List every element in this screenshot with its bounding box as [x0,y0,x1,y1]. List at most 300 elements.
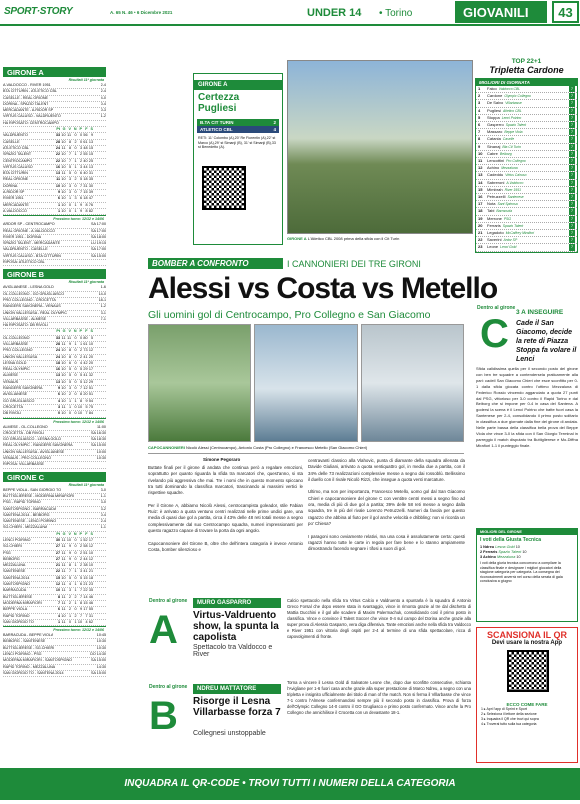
team-stat: 0 [68,208,71,213]
team-stat: 10 [61,202,66,207]
jury-player: Ndreu [483,545,496,549]
story-b-headline: Risorge il Lesna Villarbasse forza 7 [193,696,281,718]
team-stat: 10 [61,411,66,416]
player-name: Petruzzelli [487,194,506,200]
qr-step: 2 ▸ Seleziona il lettore della sezione [481,712,537,716]
team-stat: 6 [79,196,82,201]
team-stat: 11 [61,594,66,599]
player-team: Virtus Calruso [505,173,527,178]
match-box [193,73,283,245]
ranking-item [476,237,577,244]
team-name: VALDRUENTO [3,133,28,138]
team-stat: 61 [83,139,88,144]
result-match: SANTENESE - LENCI POIRINO [3,519,57,524]
team-stat: 0 [74,354,77,359]
player-name: Massaro [487,129,503,135]
team-stat: 21 [88,569,93,574]
player-team: Santenese [507,195,524,200]
team-stat: 20 [88,360,93,365]
team-stat: 11 [61,563,66,568]
girone-b-label: Dentro al girone [149,684,188,690]
team-points: 22 [55,569,60,574]
result-score: 0-4 [100,101,106,106]
player-vote: 7 [570,230,574,236]
issue-info: A. 65 N. 46 • 6 Dicembre 2021 [110,10,173,15]
team-stat: 0 [74,575,77,580]
result-score: 0-4 [100,512,106,517]
team-stat: 11 [61,341,66,346]
team-stat: 3 [79,569,82,574]
player-team: Beiborg [499,151,512,156]
team-stat: 3 [74,196,77,201]
player-team: PSG [503,216,512,221]
ranking-position: 1 [478,86,481,91]
team-stat: 10 [88,550,93,555]
team-stat: 20 [83,392,88,397]
team-stat: 12 [83,386,88,391]
team-stat: 9 [79,607,82,612]
jury-team: Mezzaluna [496,555,517,559]
team-stat: 5 [79,177,82,182]
standings-col-header: N [73,127,77,132]
team-points: 27 [55,556,60,561]
team-stat: 17 [83,607,88,612]
result-match: SG.CHIERI - MEZZALUNA [3,525,48,530]
team-stat: 9 [68,556,71,561]
player-name: Ferraris [487,222,501,228]
team-stat: 10 [61,183,66,188]
team-photo [287,60,473,234]
fixture-time: SA 17:00 [91,222,106,227]
result-match: VILLARBASSE - ALMESE [3,316,47,321]
jury-score: 10 [515,545,520,549]
team-stat: 11 [67,335,71,340]
fixture-row [3,260,106,266]
team-stat: 8 [68,563,71,568]
team-stat: 0 [74,360,77,365]
team-stat: 8 [68,348,71,353]
standings-col-header: N [73,531,77,536]
qr-step: 3 ▸ Inquadra il QR che trovi qui sopra [481,717,539,721]
jury-score: 10 [516,555,521,559]
team-stat: 23 [88,582,93,587]
team-stat: 0 [74,373,77,378]
team-stat: 1 [74,164,77,169]
city-label: • Torino [379,8,413,19]
team-stat: 3 [68,386,71,391]
team-stat: 10 [61,373,66,378]
ranking-position: 2 [478,93,481,99]
team-points: 6 [57,607,60,612]
standings-col-header: Pt [56,127,60,132]
team-stat: 2 [74,139,77,144]
player-team: Spazio Talent [505,123,527,128]
player-name: Legadoto [487,230,504,236]
fixture-time: 10:00 [96,449,106,454]
team-stat: 0 [74,183,77,188]
fixture-match: BARRACUDA - BEPPE VIOLA [3,633,54,638]
team-points: 27 [55,550,60,555]
player-vote: 7 [570,93,574,99]
match-box-tag: GIRONE A [194,80,282,90]
team-stat: 13 [88,164,93,169]
player-team: McCaffrey Mirafiori [505,231,535,236]
team-stat: 15 [88,145,93,150]
standings-col-header: Pt [56,531,60,536]
team-stat: 0 [68,619,71,624]
team-name: ALMESE [3,373,18,378]
team-stat: 8 [79,600,82,605]
player-name: Saverini [487,237,502,243]
ranking-box [475,78,578,253]
fixture-match: RIPOSA: VILLARBASSE [3,462,44,467]
jury-team: Spazio Talent [498,550,523,554]
team-stat: 41 [83,569,88,574]
jury-position: 3 [480,555,484,559]
standings-col-team [3,532,53,537]
girone-c-headline: Cade il San Giacomo, decide la rete di Piazza Stoppa fa volare il Lenci [516,320,577,363]
team-points: 13 [55,171,60,176]
team-stat: 0 [79,139,82,144]
standings-col-header: F [85,329,88,334]
team-stat: 0 [74,190,77,195]
fixture-match: CROCETTA - DB RIVOLI [3,430,45,435]
team-stat: 7 [79,386,82,391]
girone-c-block [3,472,106,678]
team-points: 22 [55,158,60,163]
girone-b-letter: B [149,694,178,738]
match-scorers: RETI: 11' Colombo (A),20' Re Fiorentin (A),22' st Marco (A),29' st Simanji (B), 31' st Simanji (B),33 st Benedetto (A). [198,136,276,149]
next-round-title: Prossimo turno: 12/12 e 14/06 [3,215,106,222]
player-vote: 7 [570,186,574,192]
fixture-match: VIRTUS CALUSO - BTA CITTURIN [3,253,61,258]
team-stat: 54 [88,398,93,403]
team-stat: 1 [68,404,71,409]
team-stat: 8 [68,354,71,359]
ranking-item [476,108,577,115]
team-name: LENCI POIRINO [3,538,31,542]
team-stat: 1 [74,582,77,587]
result-match: HA RIPOSATO: CENTROCAMPO [3,120,59,125]
result-match: SANTOSPIGNO - BARRACUDA [3,506,57,511]
player-name: Sinanaj [487,143,501,149]
team-name: GO GRUGLIASCO [3,398,35,403]
result-match: UNION VALLESUSA - REAL OLYMPIC [3,310,68,315]
team-stat: 5 [85,404,88,409]
team-stat: 0 [68,411,71,416]
ranking-position: 18 [478,208,483,214]
story-a-subheadline: Spettacolo tra Valdocco e River [193,644,273,658]
team-stat: 84 [88,411,93,416]
team-stat: 51 [88,392,93,397]
team-stat: 3 [79,164,82,169]
team-stat: 5 [79,373,82,378]
team-stat: 6 [79,582,82,587]
qr-code-icon[interactable] [507,650,549,692]
team-name: SG.CHIERI [3,544,22,549]
player-name: Pugliesi [487,107,502,113]
results-subtitle: Risultati 11ª giornata [68,482,104,487]
team-stat: 2 [79,544,82,549]
team-stat: 11 [61,582,66,587]
player-vote: 7 [570,136,574,142]
team-points: 13 [55,379,60,384]
girone-a-letter: A [149,608,178,652]
player-vote: 7 [570,129,574,135]
jury-team: Lesna Gold [495,545,516,549]
result-match: MERCADANTE - A.RIDOR SP [3,108,54,113]
team-name: SANTOSPIGNO [3,582,30,587]
team-stat: 0 [79,133,82,138]
ranking-item [476,93,577,100]
team-stat: 11 [61,588,66,593]
team-stat: 9 [68,544,71,549]
player-team: Caselle [502,137,515,142]
qr-promo-title: SCANSIONA IL QR [486,630,567,640]
fixture-time: SA 17:00 [91,228,106,233]
team-points: 16 [55,367,60,372]
result-match: SANTENA 2014 - BEIBORG [3,512,50,517]
team-name: MERCADANTE [3,202,29,207]
team-points: 6 [57,196,60,201]
team-stat: 51 [88,386,93,391]
ranking-item [476,223,577,230]
standings-col-header: N [73,329,77,334]
girone-a-block [3,67,106,266]
team-stat: 1 [79,538,82,542]
result-match: VIRTUS CALUSO - VALDRUENTO [3,114,61,119]
team-name: BARRACUDA [3,588,27,593]
team-name: BEPPE VIOLA [3,607,28,612]
result-match: BEPPE VIOLA - SAN GIORGIO TO [3,487,62,492]
ranking-position: 21 [478,230,483,236]
fixture-match: RIPOSA: ATLETICO CBL [3,260,45,265]
team-stat: 11 [61,607,66,612]
team-points: 0 [57,411,60,416]
team-name: MODERNA MIRAFIORI [3,600,42,605]
team-stat: 12 [83,379,88,384]
team-points: 21 [55,563,60,568]
team-stat: 1 [74,563,77,568]
result-match: A.VALDOCCO - RIVER 1951 [3,83,51,87]
team-stat: 38 [83,563,88,568]
team-stat: 12 [88,544,93,549]
player-name: Stoppa [487,114,500,120]
team-stat: 15 [83,600,88,605]
team-stat: 1 [68,398,71,403]
team-stat: 2 [79,152,82,157]
team-stat: 12 [88,556,93,561]
team-points: 33 [55,133,60,138]
player-team: Lenci Poirino [501,115,522,120]
ranking-position: 4 [478,107,481,113]
ranking-position: 16 [478,194,483,200]
result-score: 18-1 [98,297,106,302]
team-stat: 1 [74,398,77,403]
team-stat: 10 [61,613,66,618]
result-match: OL.COLLEGNO - GO GRUGLIASCO [3,291,65,296]
team-name: BTA CITTURIN [3,171,28,176]
team-stat: 7 [79,588,82,593]
ranking-position: 13 [478,172,483,178]
fixture-time: SA 18:00 [91,234,106,239]
ranking-item [476,172,577,179]
team-stat: 20 [88,354,93,359]
team-stat: 3 [68,190,71,195]
team-name: UNION VALLESUSA [3,354,38,359]
player-vote: 7 [570,86,574,91]
team-stat: 31 [88,613,93,618]
player-name: Leone [487,244,499,250]
team-points: 4 [57,398,60,403]
team-stat: 7 [79,183,82,188]
team-stat: 80 [83,335,88,340]
team-stat: 10 [88,341,93,346]
team-stat: 9 [79,208,82,213]
player-vote: 7 [570,150,574,156]
player-team: Olympic Collegno [504,94,531,99]
team-stat: 10 [61,367,66,372]
team-stat: 9 [79,202,82,207]
team-points: 18 [55,360,60,365]
team-stat: 1 [74,158,77,163]
team-stat: 18 [83,177,88,182]
page-header [0,0,580,26]
jury-box-title: I voti della Giusta Tecnica [480,537,542,543]
team-stat: 10 [61,575,66,580]
ranking-position: 3 [478,100,481,106]
team-points: 7 [57,600,60,605]
fixture-row [3,462,106,468]
team-stat: 11 [61,569,66,574]
fixture-time: SA 16:30 [91,430,106,435]
team-stat: 5 [79,575,82,580]
team-stat: 1 [74,588,77,593]
team-stat: 3 [68,183,71,188]
team-stat: 7 [85,613,88,618]
team-stat: 11 [61,619,66,624]
fixture-time: SA 15:00 [91,443,106,448]
standings-col-header: P [79,531,82,536]
category-title: UNDER 14 [307,7,362,19]
team-stat: 0 [79,335,82,340]
player-name: Cabre [487,150,498,156]
fixture-match: RIVER 1951 - DORINA [3,234,42,239]
result-score: 4-0 [100,95,106,100]
fixture-time: SA 15:00 [91,658,106,663]
team-stat: 10 [61,158,66,163]
fixture-time: DO 14:30 [90,652,106,657]
ranking-column [475,58,578,253]
player-team: Pro Collegno [506,159,526,164]
team-stat: 7 [85,411,88,416]
team-stat: 2 [79,563,82,568]
team-stat: 0 [74,538,77,542]
team-stat: 3 [68,588,71,593]
team-stat: 5 [79,379,82,384]
team-points: 1 [57,208,60,213]
player-name: Cadeddu [487,172,504,178]
ranking-position: 12 [478,165,483,171]
team-stat: 7 [68,569,71,574]
player-team: Villarbasse [505,101,522,106]
player-vote: 7 [570,201,574,207]
standings-col-header: V [68,531,71,536]
ranking-item [476,216,577,223]
team-stat: 10 [77,411,82,416]
team-points: 12 [55,582,60,587]
team-stat: 10 [61,386,66,391]
player-team: Spazio Talent [502,223,524,228]
team-points: 4 [57,613,60,618]
team-stat: 61 [83,341,88,346]
team-stat: 48 [83,145,88,150]
team-stat: 35 [88,588,93,593]
fixture-match: REAL ORIONE - A.VALDOCCO [3,228,56,233]
team-stat: 0 [68,202,71,207]
ranking-item [476,122,577,129]
team-stat: 2 [68,600,71,605]
jury-box-text: I voti della giuria tecnica concorrono a compilare la classifica finale e designare i migliori giocatori della stagione categoria per categoria. La consegna dei riconoscimenti avverrà nel corso della serata di gala conclusiva a giugno [480,561,563,583]
team-stat: 44 [83,164,88,169]
story-b-subheadline: Collegnesi unstoppable [193,730,266,737]
team-stat: 10 [66,538,71,542]
ranking-position: 6 [478,122,481,128]
result-score: 2-4 [100,519,106,524]
team-stat: 11 [61,538,66,542]
team-home: B.TA CIT TURIN [200,120,234,125]
team-stat: 0 [74,367,77,372]
team-stat: 47 [88,196,93,201]
team-points: 1 [57,619,60,624]
team-name: CENTROCAMPO [3,158,33,163]
team-stat: 2 [79,354,82,359]
fixture-match: BUTTIGLIERESE - SG.CHIERI [3,645,55,650]
team-stat: 1 [74,208,77,213]
team-stat: 11 [61,550,66,555]
team-stat: 0 [74,145,77,150]
team-stat: 55 [88,607,93,612]
team-stat: 5 [90,335,93,340]
team-stat: 2 [79,158,82,163]
fixture-time: 10:45 [96,633,106,638]
team-stat: 29 [83,367,88,372]
result-score: 1-2 [100,114,106,119]
fixture-row [3,671,106,677]
team-stat: 0 [74,386,77,391]
ranking-position: 20 [478,222,483,228]
team-stat: 56 [83,133,88,138]
result-score: 1-1 [100,525,106,530]
jury-box-header: MIGLIORI DEL GIRONE [477,529,577,535]
team-stat: 10 [61,208,66,213]
qr-howto-title: ECCO COME FARE [506,702,548,707]
team-name: BEIBORG [3,556,20,561]
match-box-title: Certezza Pugliesi [198,92,240,114]
qr-code-icon[interactable] [202,166,246,210]
team-stat: 10 [77,404,82,409]
fixture-time: 10:30 [96,645,106,650]
team-stat: 1 [74,619,77,624]
team-stat: 7 [68,152,71,157]
team-name: RIVER 1951 [3,196,24,201]
team-stat: 5 [68,373,71,378]
standings-col-header: F [85,127,88,132]
team-stat: 10 [61,139,66,144]
team-stat: 0 [74,550,77,555]
girone-b-block [3,269,106,468]
team-points: 33 [55,335,60,340]
